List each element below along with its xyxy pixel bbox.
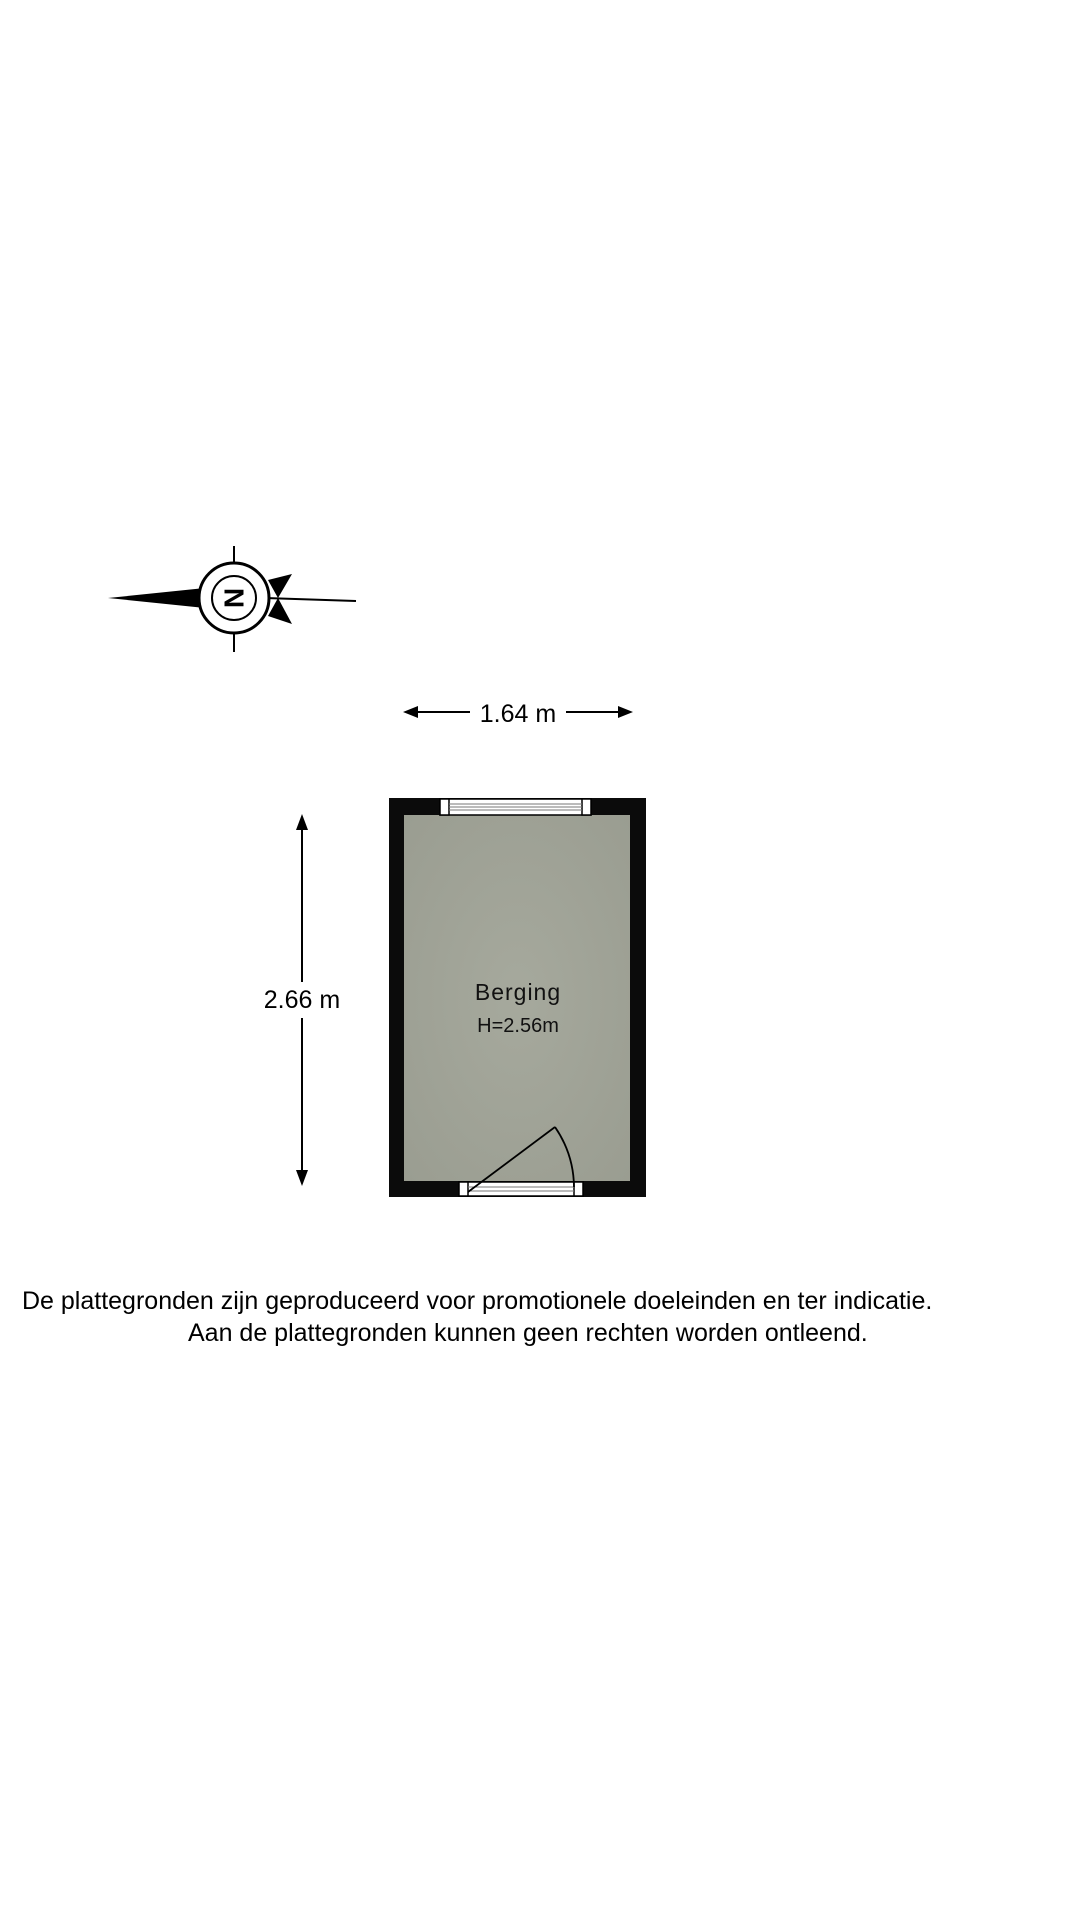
depth-dimension <box>264 814 340 1186</box>
window-top <box>440 799 591 815</box>
room-berging <box>389 798 646 1197</box>
compass-north-label: N <box>218 587 250 609</box>
depth-dimension-label: 2.66 m <box>263 986 341 1014</box>
compass-rose-icon <box>108 546 356 652</box>
width-dimension <box>403 700 633 728</box>
room-name: Berging <box>474 979 562 1005</box>
disclaimer-line-1: De plattegronden zijn geproduceerd voor promotionele doeleinden en ter indicatie. <box>22 1287 933 1315</box>
disclaimer-line-2: Aan de plattegronden kunnen geen rechten worden ontleend. <box>188 1319 868 1347</box>
room-height: H=2.56m <box>477 1015 559 1037</box>
width-dimension-label: 1.64 m <box>479 700 557 728</box>
